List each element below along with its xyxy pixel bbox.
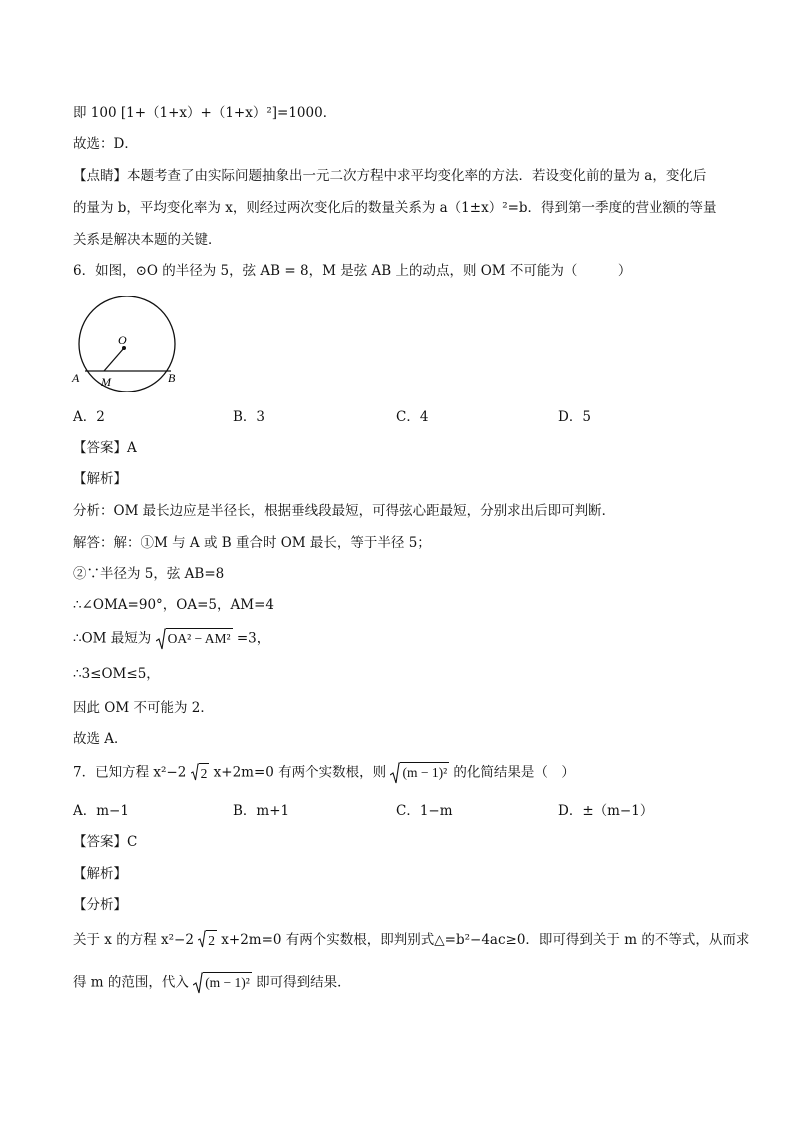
radical-sqrt2 (191, 763, 210, 784)
q7-b2-pre: 得 m 的范围，代入 (73, 974, 189, 991)
q7-fenxi: 【分析】 (73, 897, 127, 913)
q6-analysis-1: 分析：OM 最长边应是半径长，根据垂线段最短，可得弦心距最短，分别求出后即可判断． (73, 503, 616, 519)
q6-choice-b: B．3 (233, 409, 266, 425)
line-2: 故选：D． (73, 136, 138, 152)
q7-mid: x+2m=0 有两个实数根，则 (213, 764, 387, 781)
dianjing-line-2: 的量为 b，平均变化率为 x，则经过两次变化后的数量关系为 a（1±x）²=b．得到第一季度的营业额的等量 (73, 200, 717, 216)
radical-m1-b-body: (m − 1)² (203, 972, 252, 994)
q6-jiexi: 【解析】 (73, 471, 127, 487)
q6-a5-pre: ∴OM 最短为 (73, 630, 152, 647)
q6-analysis-3: ②∵半径为 5，弦 AB=8 (73, 566, 225, 582)
radical-om (156, 628, 233, 650)
dianjing-line-3: 关系是解决本题的关键． (73, 232, 222, 248)
circle-figure (68, 296, 188, 392)
label-b: B (168, 371, 176, 385)
q6-analysis-8: 故选 A． (73, 731, 128, 747)
q7-b2-post: 即可得到结果． (256, 974, 351, 991)
radical-m1 (390, 762, 449, 784)
q7-body-1 (73, 930, 749, 951)
q7-pre: 7．已知方程 x²−2 (73, 764, 187, 781)
q7-choice-a: A．m−1 (73, 803, 129, 819)
q7-answer: 【答案】C (73, 834, 138, 850)
q7-choice-b: B．m+1 (233, 803, 290, 819)
q7-body-2 (73, 972, 351, 994)
label-o: O (118, 333, 127, 347)
q6-a5-post: =3， (236, 630, 271, 647)
q6-analysis-2: 解答：解：①M 与 A 或 B 重合时 OM 最长，等于半径 5； (73, 535, 431, 551)
radical-m1-b (193, 972, 252, 994)
label-a: A (72, 371, 80, 385)
radical-om-body: OA² − AM² (166, 628, 233, 650)
q6-analysis-6: ∴3≤OM≤5， (73, 666, 160, 682)
line-1: 即 100 [1+（1+x）+（1+x）²]=1000． (73, 105, 337, 121)
q6-analysis-7: 因此 OM 不可能为 2． (73, 700, 214, 716)
q7-choice-c: C．1−m (396, 803, 453, 819)
radical-sqrt2-b-body: 2 (206, 930, 217, 951)
q6-analysis-5 (73, 628, 270, 650)
q7-post: 的化简结果是（ ） (453, 764, 575, 781)
segment-om (104, 348, 124, 371)
radical-m1-body: (m − 1)² (400, 762, 449, 784)
question-7 (73, 762, 575, 784)
q6-analysis-4: ∴∠OMA=90°，OA=5，AM=4 (73, 597, 274, 613)
dianjing-line-1: 【点睛】本题考查了由实际问题抽象出一元二次方程中求平均变化率的方法．若设变化前的量为 a，变化后 (73, 168, 707, 184)
radical-sqrt2-b (198, 930, 217, 951)
q6-answer: 【答案】A (73, 440, 137, 456)
q7-jiexi: 【解析】 (73, 866, 127, 882)
q7-b1-post: x+2m=0 有两个实数根，即判别式△=b²−4ac≥0．即可得到关于 m 的不等式，从而求 (221, 932, 750, 948)
label-m: M (101, 375, 111, 389)
q6-choice-a: A．2 (73, 409, 105, 425)
q6-choice-d: D．5 (558, 409, 591, 425)
question-6: 6．如图，⊙O 的半径为 5，弦 AB = 8，M 是弦 AB 上的动点，则 OM 不可能为（ ） (73, 263, 632, 279)
q7-b1-pre: 关于 x 的方程 x²−2 (73, 932, 194, 948)
q6-choice-c: C．4 (396, 409, 429, 425)
radical-sqrt2-body: 2 (199, 763, 210, 784)
q7-choice-d: D．±（m−1） (558, 803, 654, 819)
circle-shape (79, 296, 175, 392)
